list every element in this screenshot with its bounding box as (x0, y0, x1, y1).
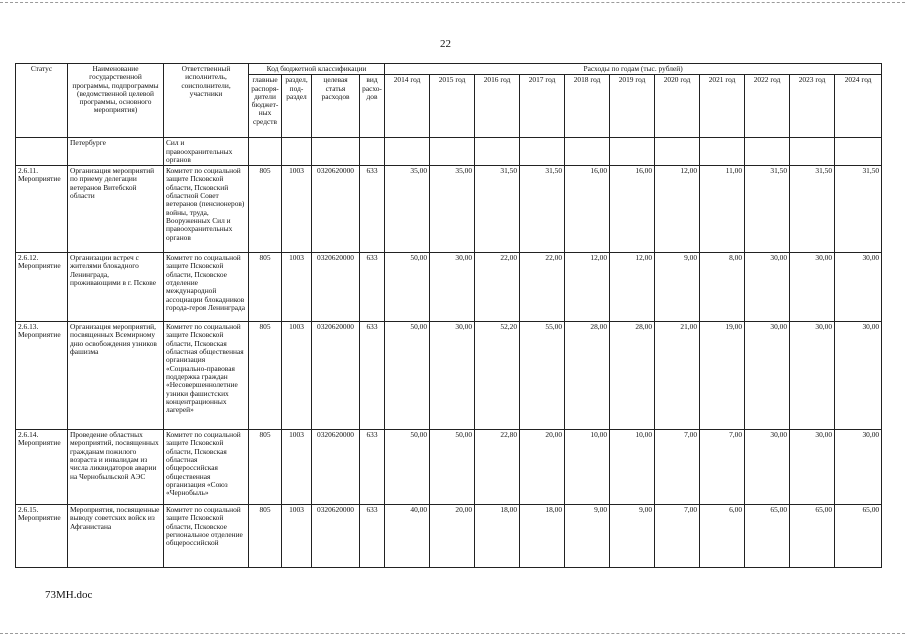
cell-value: 9,00 (610, 505, 655, 568)
cell-status (16, 505, 68, 568)
cell-section: 1003 (282, 430, 312, 505)
cell-empty (565, 138, 610, 166)
cell-value: 18,00 (520, 505, 565, 568)
cell-value: 30,00 (835, 253, 882, 322)
row-number: 2.6.13. (18, 322, 39, 332)
cell-value: 9,00 (655, 253, 700, 322)
page-number: 22 (440, 38, 451, 50)
cell-value: 35,00 (430, 166, 475, 253)
cell-vr: 633 (360, 322, 385, 430)
cell-empty (360, 138, 385, 166)
cell-grbs: 805 (249, 430, 282, 505)
cell-value: 40,00 (385, 505, 430, 568)
header-year: 2014 год (385, 75, 430, 138)
top-scan-edge (0, 2, 905, 3)
cell-value: 10,00 (565, 430, 610, 505)
cell-value: 28,00 (565, 322, 610, 430)
cell-value: 30,00 (790, 430, 835, 505)
cell-value: 30,00 (430, 322, 475, 430)
cell-value: 22,80 (475, 430, 520, 505)
cell-status (16, 166, 68, 253)
cell-value: 20,00 (520, 430, 565, 505)
cell-value: 28,00 (610, 322, 655, 430)
cell-value: 50,00 (385, 322, 430, 430)
cell-status (16, 322, 68, 430)
cell-value: 12,00 (610, 253, 655, 322)
header-year: 2022 год (745, 75, 790, 138)
table-row (16, 505, 882, 568)
cell-value: 10,00 (610, 430, 655, 505)
table-row-continuation (16, 138, 882, 166)
cell-section: 1003 (282, 505, 312, 568)
cell-value: 30,00 (790, 253, 835, 322)
cell-value: 19,00 (700, 322, 745, 430)
cell-value: 50,00 (385, 253, 430, 322)
header-budget-code: Код бюджетной классификации (249, 64, 385, 75)
cell-value: 30,00 (430, 253, 475, 322)
cell-executor: Комитет по социальной защите Псковской области, Псковская областная общероссийская общественная организация «Союз «Чернобыль» (164, 430, 249, 505)
cell-value: 12,00 (565, 253, 610, 322)
cell-value: 20,00 (430, 505, 475, 568)
header-name: Наименование государственной программы, подпрограммы (ведомственной целевой программы, основного мероприятия) (68, 64, 164, 138)
header-section: раздел, под-раздел (282, 75, 312, 138)
cell-value: 7,00 (700, 430, 745, 505)
cell-empty (790, 138, 835, 166)
cell-value: 21,00 (655, 322, 700, 430)
cell-empty (655, 138, 700, 166)
cell-executor: Комитет по социальной защите Псковской области, Псковская областная общественная организация «Социально-правовая поддержка граждан «Несовершеннолетние узники фашистских концентрационных лагерей» (164, 322, 249, 430)
cell-status (16, 430, 68, 505)
cell-name: Организация мероприятий по приему делегации ветеранов Витебской области (68, 166, 164, 253)
header-year: 2018 год (565, 75, 610, 138)
cell-value: 30,00 (745, 253, 790, 322)
cell-executor: Комитет по социальной защите Псковской области, Псковский областной Совет ветеранов (пенсионеров) войны, труда, Вооруженных Сил и правоохранительных органов (164, 166, 249, 253)
cell-value: 31,50 (520, 166, 565, 253)
row-status: Мероприятие (18, 330, 61, 340)
cell-csr: 0320620000 (312, 166, 360, 253)
row-number: 2.6.12. (18, 253, 39, 263)
table-row (16, 166, 882, 253)
cell-value: 16,00 (565, 166, 610, 253)
cell-vr: 633 (360, 253, 385, 322)
cell-value: 65,00 (745, 505, 790, 568)
cell-value: 12,00 (655, 166, 700, 253)
cell-name: Петербурге (68, 138, 164, 166)
cell-empty (385, 138, 430, 166)
cell-name: Проведение областных мероприятий, посвященных гражданам пожилого возраста и инвалидам из числа ликвидаторов аварии на Чернобыльской АЭС (68, 430, 164, 505)
cell-value: 7,00 (655, 505, 700, 568)
cell-name: Мероприятия, посвященные выводу советских войск из Афганистана (68, 505, 164, 568)
cell-value: 52,20 (475, 322, 520, 430)
cell-value: 30,00 (835, 322, 882, 430)
cell-csr: 0320620000 (312, 430, 360, 505)
budget-table (15, 63, 882, 568)
header-year: 2016 год (475, 75, 520, 138)
cell-value: 65,00 (835, 505, 882, 568)
cell-empty (835, 138, 882, 166)
header-year: 2024 год (835, 75, 882, 138)
cell-executor: Комитет по социальной защите Псковской области, Псковское отделение международной ассоциации блокадников города-героя Ленинграда (164, 253, 249, 322)
cell-grbs: 805 (249, 505, 282, 568)
cell-value: 65,00 (790, 505, 835, 568)
cell-executor: Сил и правоохранительных органов (164, 138, 249, 166)
cell-name: Организация мероприятий, посвященных Всемирному дню освобождения узников фашизма (68, 322, 164, 430)
row-status: Мероприятие (18, 438, 61, 448)
cell-empty (430, 138, 475, 166)
cell-value: 8,00 (700, 253, 745, 322)
cell-value: 30,00 (745, 322, 790, 430)
cell-csr: 0320620000 (312, 322, 360, 430)
cell-value: 31,50 (835, 166, 882, 253)
cell-value: 31,50 (745, 166, 790, 253)
cell-grbs: 805 (249, 253, 282, 322)
cell-empty (700, 138, 745, 166)
table-row (16, 322, 882, 430)
document-filename: 73MH.doc (45, 589, 93, 601)
cell-value: 22,00 (520, 253, 565, 322)
cell-value: 55,00 (520, 322, 565, 430)
row-status: Мероприятие (18, 513, 61, 523)
header-grbs: главные распоря-дители бюджет-ных средств (249, 75, 282, 138)
cell-status (16, 138, 68, 166)
cell-value: 30,00 (835, 430, 882, 505)
cell-csr: 0320620000 (312, 505, 360, 568)
cell-section: 1003 (282, 166, 312, 253)
cell-empty (520, 138, 565, 166)
table-row (16, 253, 882, 322)
cell-vr: 633 (360, 505, 385, 568)
cell-value: 30,00 (790, 322, 835, 430)
cell-empty (312, 138, 360, 166)
cell-value: 35,00 (385, 166, 430, 253)
header-year: 2021 год (700, 75, 745, 138)
cell-grbs: 805 (249, 322, 282, 430)
cell-value: 31,50 (790, 166, 835, 253)
bottom-scan-edge (0, 633, 905, 634)
cell-status (16, 253, 68, 322)
cell-section: 1003 (282, 322, 312, 430)
cell-vr: 633 (360, 166, 385, 253)
header-year: 2015 год (430, 75, 475, 138)
cell-vr: 633 (360, 430, 385, 505)
cell-empty (249, 138, 282, 166)
row-status: Мероприятие (18, 261, 61, 271)
header-executor: Ответственный исполнитель, соисполнители, участники (164, 64, 249, 138)
header-expenses: Расходы по годам (тыс. рублей) (385, 64, 882, 75)
cell-value: 18,00 (475, 505, 520, 568)
header-vr: вид расхо-дов (360, 75, 385, 138)
header-year: 2023 год (790, 75, 835, 138)
row-number: 2.6.11. (18, 166, 39, 176)
cell-value: 30,00 (745, 430, 790, 505)
header-year: 2019 год (610, 75, 655, 138)
table-row (16, 430, 882, 505)
cell-empty (475, 138, 520, 166)
cell-grbs: 805 (249, 166, 282, 253)
cell-value: 6,00 (700, 505, 745, 568)
cell-value: 22,00 (475, 253, 520, 322)
cell-executor: Комитет по социальной защите Псковской области, Псковское региональное отделение общероссийской (164, 505, 249, 568)
cell-value: 50,00 (430, 430, 475, 505)
cell-empty (745, 138, 790, 166)
cell-value: 11,00 (700, 166, 745, 253)
header-status: Статус (16, 64, 68, 138)
row-number: 2.6.14. (18, 430, 39, 440)
cell-value: 50,00 (385, 430, 430, 505)
row-status: Мероприятие (18, 174, 61, 184)
cell-section: 1003 (282, 253, 312, 322)
cell-empty (282, 138, 312, 166)
cell-value: 31,50 (475, 166, 520, 253)
cell-empty (610, 138, 655, 166)
cell-value: 9,00 (565, 505, 610, 568)
header-year: 2017 год (520, 75, 565, 138)
row-number: 2.6.15. (18, 505, 39, 515)
cell-name: Организации встреч с жителями блокадного Ленинграда, проживающими в г. Пскове (68, 253, 164, 322)
header-year: 2020 год (655, 75, 700, 138)
header-csr: целевая статья расходов (312, 75, 360, 138)
header-row-1 (16, 64, 882, 75)
cell-value: 16,00 (610, 166, 655, 253)
cell-value: 7,00 (655, 430, 700, 505)
cell-csr: 0320620000 (312, 253, 360, 322)
